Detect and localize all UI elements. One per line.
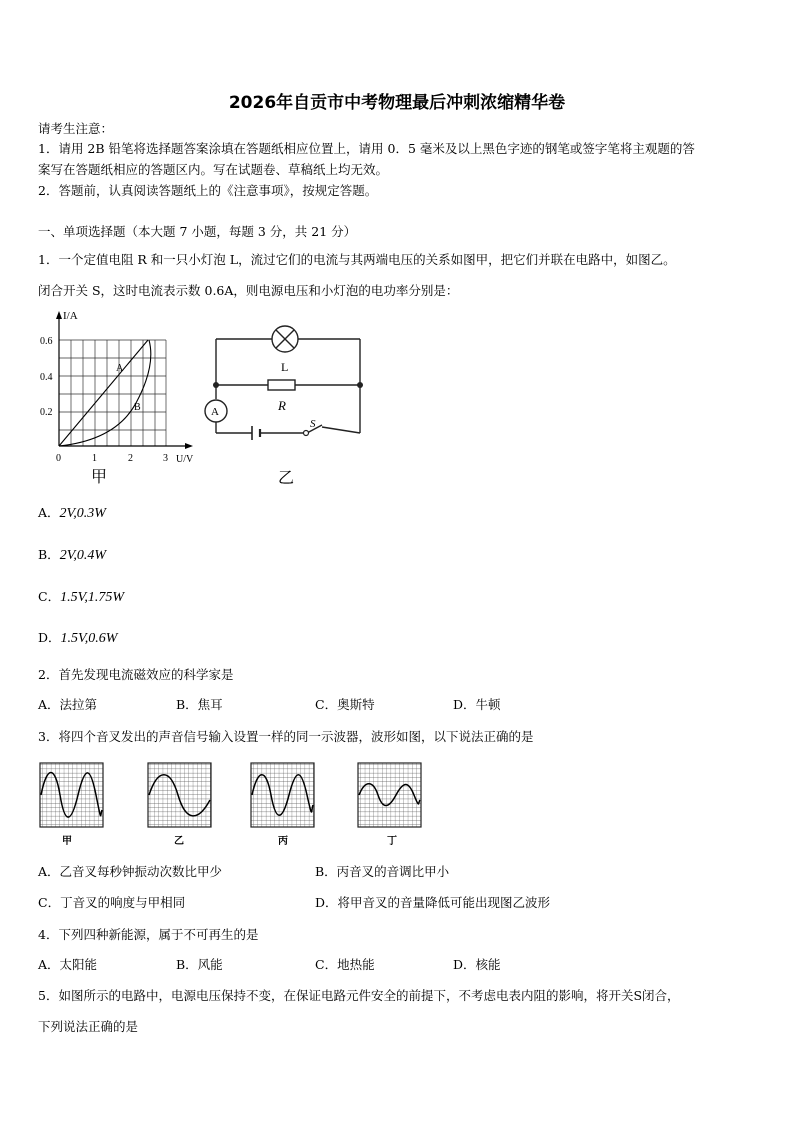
q1-option-d-text: 1.5V,0.6W bbox=[60, 631, 118, 646]
q1-option-d-key: D． bbox=[38, 630, 61, 645]
q1-option-a-text: 2V,0.3W bbox=[59, 506, 106, 521]
graph-ylabel: I/A bbox=[63, 310, 78, 322]
q1-option-b-key: B． bbox=[38, 547, 60, 562]
graph-xtick-1: 1 bbox=[92, 453, 97, 464]
resistor-label: R bbox=[278, 398, 286, 413]
lamp-label: L bbox=[281, 360, 289, 374]
q1-option-c-text: 1.5V,1.75W bbox=[60, 590, 124, 605]
resistor-icon bbox=[268, 380, 295, 390]
q5-stem-line2: 下列说法正确的是 bbox=[38, 1019, 139, 1034]
q1-option-a-key: A． bbox=[38, 505, 60, 520]
graph-ytick-04: 0.4 bbox=[40, 372, 53, 383]
q3-stem: 3．将四个音叉发出的声音信号输入设置一样的同一示波器，波形如图，以下说法正确的是 bbox=[38, 729, 534, 744]
switch-label: S bbox=[310, 418, 316, 430]
section-heading: 一、单项选择题（本大题 7 小题，每题 3 分，共 21 分） bbox=[38, 224, 357, 239]
q1-stem-line1: 1．一个定值电阻 R 和一只小灯泡 L，流过它们的电流与其两端电压的关系如图甲，把它们并联在电路中，如图乙。 bbox=[38, 252, 676, 267]
q1-option-c-key: C． bbox=[38, 589, 61, 604]
waveform-bing bbox=[251, 763, 314, 827]
q3-waveforms bbox=[38, 760, 438, 852]
q2-option-a[interactable]: A．法拉第 bbox=[38, 697, 98, 712]
q1-option-b-text: 2V,0.4W bbox=[59, 548, 107, 563]
q3-option-d[interactable]: D．将甲音叉的音量降低可能出现图乙波形 bbox=[315, 895, 551, 910]
q4-option-d[interactable]: D．核能 bbox=[453, 957, 501, 972]
q2-option-b[interactable]: B．焦耳 bbox=[176, 697, 223, 712]
q1-option-c[interactable] bbox=[38, 589, 124, 606]
notice-heading: 请考生注意： bbox=[38, 121, 114, 136]
q2-stem: 2．首先发现电流磁效应的科学家是 bbox=[38, 667, 234, 682]
q3-option-a[interactable]: A．乙音叉每秒钟振动次数比甲少 bbox=[38, 864, 223, 879]
waveform-label-yi: 乙 bbox=[174, 836, 184, 847]
waveform-label-bing: 丙 bbox=[278, 836, 288, 847]
q1-option-b[interactable] bbox=[38, 547, 106, 564]
graph-xlabel: U/V bbox=[176, 454, 194, 465]
q4-option-b[interactable]: B．风能 bbox=[176, 957, 223, 972]
q2-option-c[interactable]: C．奥斯特 bbox=[315, 697, 375, 712]
graph-caption-jia: 甲 bbox=[91, 469, 108, 486]
switch-icon bbox=[304, 431, 309, 436]
q2-option-d[interactable]: D．牛顿 bbox=[453, 697, 501, 712]
graph-xtick-2: 2 bbox=[128, 453, 133, 464]
q1-option-d[interactable] bbox=[38, 630, 117, 647]
waveform-label-ding: 丁 bbox=[387, 836, 397, 847]
q1-stem-line2: 闭合开关 S，这时电流表示数 0.6A，则电源电压和小灯泡的电功率分别是： bbox=[38, 283, 459, 298]
curve-a-label: A bbox=[116, 363, 124, 374]
ammeter-label: A bbox=[211, 406, 219, 418]
notice-line-1a: 1．请用 2B 铅笔将选择题答案涂填在答题纸相应位置上，请用 0．5 毫米及以上黑色字迹的钢笔或签字笔将主观题的答 bbox=[38, 141, 695, 156]
notice-line-1b: 案写在答题纸相应的答题区内。写在试题卷、草稿纸上均无效。 bbox=[38, 162, 389, 177]
graph-xtick-0: 0 bbox=[56, 453, 61, 464]
q1-circuit-yi bbox=[198, 323, 373, 493]
graph-xtick-3: 3 bbox=[163, 453, 168, 464]
waveform-yi bbox=[148, 763, 211, 827]
page-title: 2026年自贡市中考物理最后冲刺浓缩精华卷 bbox=[228, 93, 566, 113]
q4-option-c[interactable]: C．地热能 bbox=[315, 957, 375, 972]
graph-ytick-06: 0.6 bbox=[40, 336, 53, 347]
waveform-jia bbox=[40, 763, 103, 827]
curve-b-label: B bbox=[134, 402, 141, 413]
graph-ytick-02: 0.2 bbox=[40, 407, 53, 418]
circuit-caption-yi: 乙 bbox=[278, 470, 295, 487]
q4-stem: 4．下列四种新能源，属于不可再生的是 bbox=[38, 927, 259, 942]
waveform-label-jia: 甲 bbox=[62, 836, 72, 847]
notice-line-2: 2．答题前，认真阅读答题纸上的《注意事项》，按规定答题。 bbox=[38, 183, 378, 198]
q3-option-b[interactable]: B．丙音叉的音调比甲小 bbox=[315, 864, 450, 879]
q1-graph-jia bbox=[36, 308, 206, 488]
waveform-ding bbox=[358, 763, 421, 827]
q4-option-a[interactable]: A．太阳能 bbox=[38, 957, 98, 972]
q5-stem-line1: 5．如图所示的电路中，电源电压保持不变，在保证电路元件安全的前提下，不考虑电表内阻的影响，将开关S闭合， bbox=[38, 988, 680, 1003]
q1-option-a[interactable] bbox=[38, 505, 106, 522]
q3-option-c[interactable]: C．丁音叉的响度与甲相同 bbox=[38, 895, 186, 910]
